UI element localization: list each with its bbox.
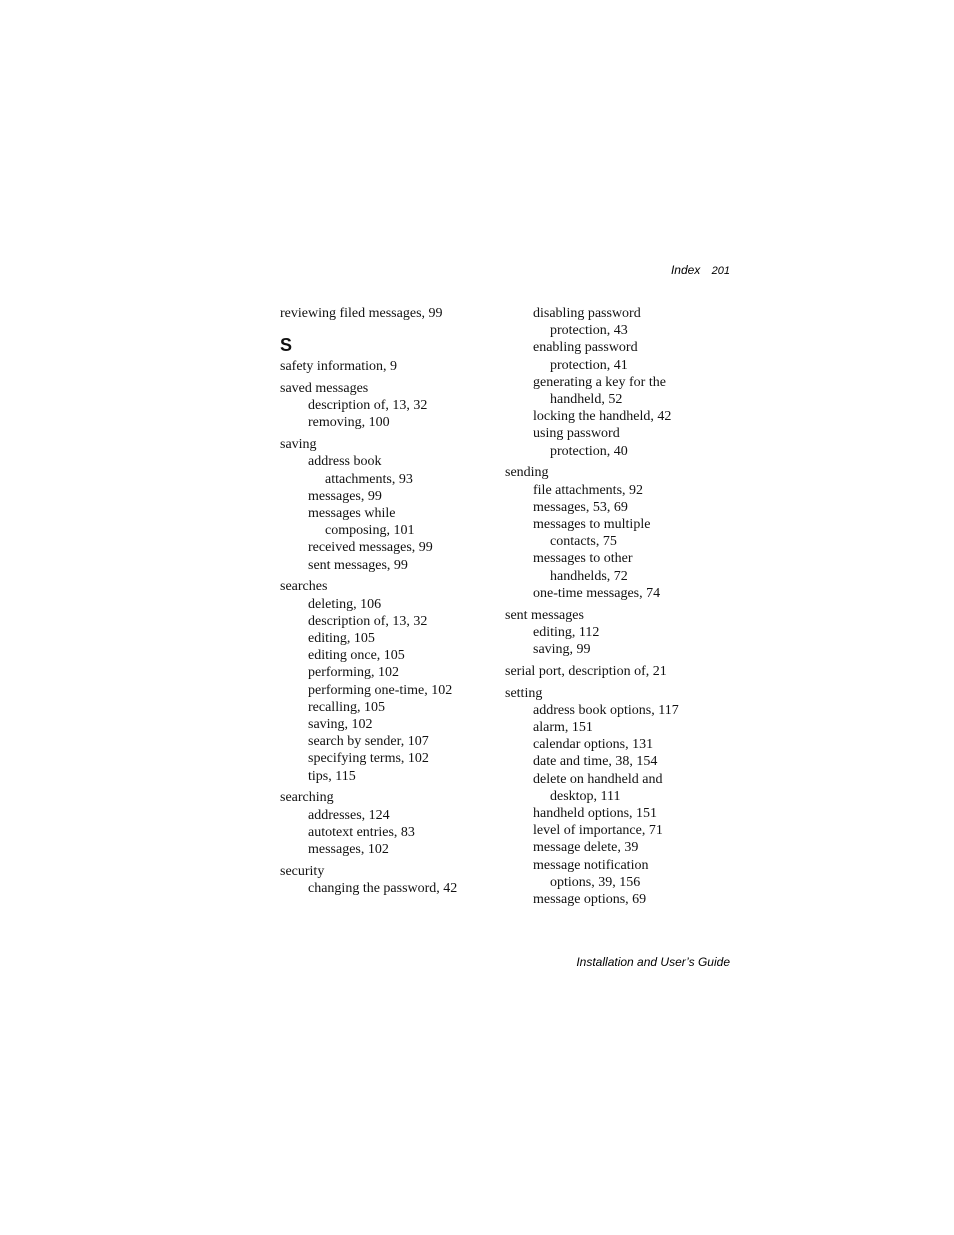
index-subentry-continuation: desktop, 111 xyxy=(550,788,621,804)
running-header xyxy=(560,263,730,277)
index-subentry-continuation: handheld, 52 xyxy=(550,392,623,408)
index-subentry-continuation: options, 39, 156 xyxy=(550,874,641,890)
index-subentry-continuation: contacts, 75 xyxy=(550,534,617,550)
index-entry: saved messages xyxy=(280,381,369,396)
index-subentry: message notification xyxy=(533,857,649,873)
index-column-left xyxy=(280,305,495,897)
index-subentry: search by sender, 107 xyxy=(308,734,429,750)
index-subentry-continuation: composing, 101 xyxy=(325,523,415,539)
index-subentry: removing, 100 xyxy=(308,415,390,431)
index-subentry: sent messages, 99 xyxy=(308,557,408,573)
index-subentry: address book xyxy=(308,454,382,470)
index-entry: searches xyxy=(280,579,328,595)
index-subentry: editing, 105 xyxy=(308,631,375,647)
index-subentry: alarm, 151 xyxy=(533,720,593,736)
index-subentry: specifying terms, 102 xyxy=(308,751,429,767)
index-subentry: addresses, 124 xyxy=(308,807,390,823)
index-subentry: editing once, 105 xyxy=(308,648,405,664)
index-subentry: editing, 112 xyxy=(533,624,600,640)
index-subentry: recalling, 105 xyxy=(308,699,385,715)
index-entry: safety information, 9 xyxy=(280,359,398,375)
index-subentry: saving, 102 xyxy=(308,717,373,733)
index-subentry: locking the handheld, 42 xyxy=(533,409,672,425)
index-entry: searching xyxy=(280,790,334,806)
index-subentry: address book options, 117 xyxy=(533,702,679,718)
index-subentry: performing, 102 xyxy=(308,665,399,681)
index-subentry: level of importance, 71 xyxy=(533,823,663,839)
index-subentry: messages to multiple xyxy=(533,517,651,533)
index-subentry: message delete, 39 xyxy=(533,840,639,856)
index-letter-heading: S xyxy=(280,335,293,356)
index-subentry: using password xyxy=(533,426,620,442)
index-column-right xyxy=(505,305,730,908)
index-entry: serial port, description of, 21 xyxy=(505,663,667,679)
index-subentry: autotext entries, 83 xyxy=(308,824,415,840)
index-entry: setting xyxy=(505,685,543,701)
index-subentry: messages, 53, 69 xyxy=(533,499,628,515)
index-subentry-continuation: protection, 40 xyxy=(550,443,628,459)
index-subentry: messages, 99 xyxy=(308,488,382,504)
page-number: 201 xyxy=(711,265,730,277)
index-entry: sent messages xyxy=(505,607,584,623)
index-subentry: date and time, 38, 154 xyxy=(533,754,658,770)
index-entry: reviewing filed messages, 99 xyxy=(280,306,443,321)
index-subentry: tips, 115 xyxy=(308,768,356,784)
index-subentry: message options, 69 xyxy=(533,892,647,908)
index-subentry: delete on handheld and xyxy=(533,771,663,787)
index-subentry: disabling password xyxy=(533,306,641,321)
index-subentry-continuation: attachments, 93 xyxy=(325,471,413,487)
index-subentry: messages, 102 xyxy=(308,842,389,858)
index-subentry: performing one-time, 102 xyxy=(308,682,453,698)
index-subentry-continuation: protection, 43 xyxy=(550,323,628,339)
index-subentry: calendar options, 131 xyxy=(533,737,654,753)
index-subentry: handheld options, 151 xyxy=(533,806,658,822)
index-subentry-continuation: protection, 41 xyxy=(550,357,628,373)
index-subentry: changing the password, 42 xyxy=(308,881,458,897)
index-subentry: deleting, 106 xyxy=(308,596,382,612)
index-subentry: description of, 13, 32 xyxy=(308,398,428,414)
index-entry: security xyxy=(280,863,325,879)
running-footer: Installation and User’s Guide xyxy=(576,955,730,969)
index-subentry: description of, 13, 32 xyxy=(308,613,428,629)
index-subentry: enabling password xyxy=(533,340,638,356)
header-section-title: Index xyxy=(670,263,701,277)
index-subentry: received messages, 99 xyxy=(308,540,433,556)
index-subentry: messages while xyxy=(308,506,396,522)
index-subentry: one-time messages, 74 xyxy=(533,585,661,601)
index-entry: sending xyxy=(505,465,549,481)
index-subentry: generating a key for the xyxy=(533,374,666,390)
index-subentry: file attachments, 92 xyxy=(533,482,644,498)
index-subentry-continuation: handhelds, 72 xyxy=(550,568,628,584)
index-entry: saving xyxy=(280,437,317,453)
index-subentry: saving, 99 xyxy=(533,642,591,658)
index-subentry: messages to other xyxy=(533,551,633,567)
